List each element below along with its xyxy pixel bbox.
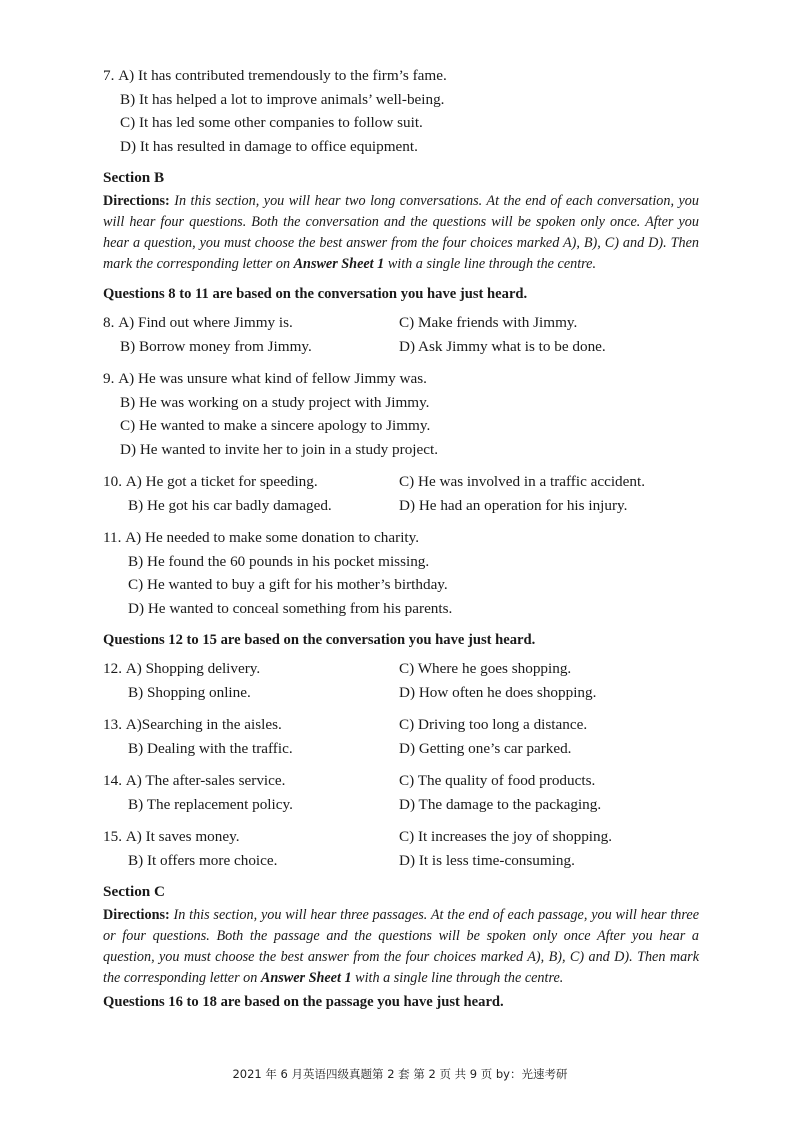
option-c: C) Where he goes shopping. xyxy=(399,660,572,677)
section-b-title: Section B xyxy=(103,169,165,186)
page-footer: 2021 年 6 月英语四级真题第 2 套 第 2 页 共 9 页 by：光速考研 xyxy=(232,1067,568,1081)
directions-label: Directions: xyxy=(103,193,170,209)
option-a: A) Shopping delivery. xyxy=(125,660,261,677)
option-b: B) It has helped a lot to improve animals’ well-being. xyxy=(120,90,445,108)
option-a: A)Searching in the aisles. xyxy=(125,716,282,733)
option-a: A) Find out where Jimmy is. xyxy=(118,314,293,331)
section-b-directions xyxy=(103,191,699,275)
option-a: A) He needed to make some donation to charity. xyxy=(125,529,420,546)
option-b: B) Shopping online. xyxy=(128,683,251,701)
question-number: 9. xyxy=(103,370,115,387)
question-10 xyxy=(103,470,699,517)
directions-text: In this section, you will hear three passages. At the end of each passage, you will hear three or four questions. Both the passage and the questions will be spoken only once After you hear a question, you must choose the best answer from the four choices marked A), B), C) and D). Then mark the corresponding letter on xyxy=(103,907,699,986)
questions-12-15-heading: Questions 12 to 15 are based on the conversation you have just heard. xyxy=(103,632,536,648)
directions-text-end: with a single line through the centre. xyxy=(384,256,596,272)
option-b: B) Dealing with the traffic. xyxy=(128,739,293,757)
option-b: B) It offers more choice. xyxy=(128,851,278,869)
option-c: C) He was involved in a traffic accident. xyxy=(399,473,646,490)
questions-8-11-heading: Questions 8 to 11 are based on the conversation you have just heard. xyxy=(103,286,528,302)
question-12 xyxy=(103,657,699,704)
option-a: A) He was unsure what kind of fellow Jimmy was. xyxy=(118,370,427,387)
directions-label: Directions: xyxy=(103,907,170,923)
section-c-title: Section C xyxy=(103,883,166,900)
option-c: C) It has led some other companies to follow suit. xyxy=(120,114,423,131)
option-b: B) He got his car badly damaged. xyxy=(128,496,332,514)
directions-text: In this section, you will hear two long conversations. At the end of each conversation, you will hear four questions. Both the conversation and the questions will be spoken only once. After you hear a question, you must choose the best answer from the four choices marked A), B), C) and D). Then mark the corresponding letter on xyxy=(103,193,699,272)
option-c: C) He wanted to make a sincere apology to Jimmy. xyxy=(120,417,431,434)
answer-sheet-ref: Answer Sheet 1 xyxy=(260,970,352,986)
exam-page xyxy=(103,64,699,1019)
question-13 xyxy=(103,713,699,760)
question-14 xyxy=(103,769,699,816)
option-c: C) Driving too long a distance. xyxy=(399,716,588,733)
section-c-directions xyxy=(103,905,699,989)
answer-sheet-ref: Answer Sheet 1 xyxy=(293,256,385,272)
question-number: 11. xyxy=(103,529,122,546)
question-number: 7. xyxy=(103,67,115,84)
option-d: D) It has resulted in damage to office equipment. xyxy=(120,137,418,155)
question-8 xyxy=(103,311,699,358)
question-number: 13. xyxy=(103,716,122,733)
option-d: D) He wanted to conceal something from his parents. xyxy=(128,599,453,617)
option-b: B) He found the 60 pounds in his pocket missing. xyxy=(128,552,430,570)
question-number: 8. xyxy=(103,314,115,331)
option-d: D) How often he does shopping. xyxy=(399,683,597,701)
option-d: D) He had an operation for his injury. xyxy=(399,496,628,514)
question-15 xyxy=(103,825,699,872)
question-number: 12. xyxy=(103,660,122,677)
option-a: A) It saves money. xyxy=(125,828,240,845)
option-c: C) It increases the joy of shopping. xyxy=(399,828,613,845)
option-c: C) Make friends with Jimmy. xyxy=(399,314,578,331)
option-a: A) The after-sales service. xyxy=(125,772,286,789)
question-11 xyxy=(103,526,699,620)
question-number: 10. xyxy=(103,473,122,490)
option-c: C) He wanted to buy a gift for his mother’s birthday. xyxy=(128,576,448,593)
option-d: D) He wanted to invite her to join in a study project. xyxy=(120,440,439,458)
option-d: D) Getting one’s car parked. xyxy=(399,739,572,757)
option-a: A) It has contributed tremendously to the firm’s fame. xyxy=(118,67,447,84)
option-b: B) Borrow money from Jimmy. xyxy=(120,337,312,355)
option-b: B) The replacement policy. xyxy=(128,795,293,813)
questions-16-18-heading: Questions 16 to 18 are based on the passage you have just heard. xyxy=(103,994,504,1010)
question-9 xyxy=(103,367,699,461)
option-d: D) Ask Jimmy what is to be done. xyxy=(399,337,606,355)
option-b: B) He was working on a study project with Jimmy. xyxy=(120,393,430,411)
option-d: D) The damage to the packaging. xyxy=(399,795,602,813)
directions-text-end: with a single line through the centre. xyxy=(351,970,564,986)
question-number: 15. xyxy=(103,828,122,845)
question-number: 14. xyxy=(103,772,122,789)
option-c: C) The quality of food products. xyxy=(399,772,596,789)
option-d: D) It is less time-consuming. xyxy=(399,851,575,869)
option-a: A) He got a ticket for speeding. xyxy=(125,473,318,490)
question-7 xyxy=(103,64,699,158)
